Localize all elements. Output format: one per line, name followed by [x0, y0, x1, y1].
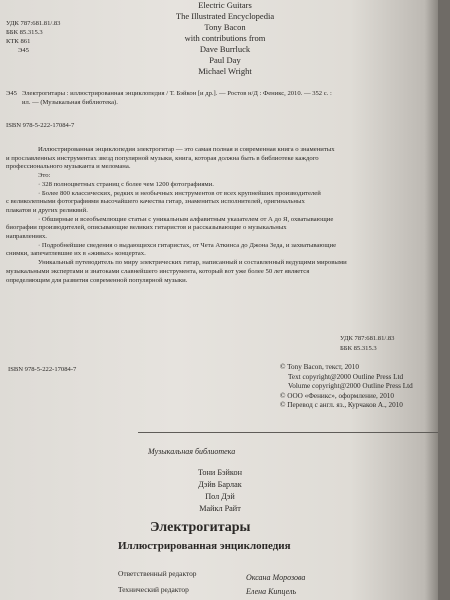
russian-authors: [150, 467, 290, 515]
annotation-line: · Подробнейшие сведения о выдающихся гитаристах, от Чета Аткинса до Джона Зеда, и захватывающие: [38, 241, 337, 249]
annotation-line: · 328 полноцветных страниц с более чем 1200 фотографиями.: [38, 180, 214, 188]
copyright-line: Volume copyright@2000 Outline Press Ltd: [288, 382, 413, 391]
author-name: Пол Дэй: [205, 492, 235, 501]
bbk-code-bottom: ББК 85.315.3: [340, 345, 377, 352]
annotation-line: Это:: [38, 172, 51, 180]
credit-line: Michael Wright: [198, 66, 252, 76]
annotation-line: Уникальный путеводитель по миру электрических гитар, написанный и составленный ведущими мировыми: [38, 259, 347, 267]
staff-role: Технический редактор: [118, 585, 189, 594]
credit-line: Paul Day: [209, 55, 241, 65]
isbn-bottom: ISBN 978-5-222-17084-7: [8, 366, 77, 373]
staff-name: Оксана Морозова: [246, 573, 306, 582]
annotation-line: Иллюстрированная энциклопедия электрогитар — это самая полная и современная книга о знаменитых: [38, 146, 335, 153]
bib-line-2: ил. — (Музыкальная библиотека).: [22, 99, 118, 106]
author-name: Тони Бэйкон: [198, 468, 242, 477]
annotation-line: плакатов и других реликвий.: [6, 206, 88, 214]
copyright-line: Text copyright@2000 Outline Press Ltd: [288, 372, 404, 381]
annotation-line: музыкальными экспертами и знатоками славнейшего инструмента, который вот уже более 50 лет является: [6, 267, 310, 275]
credit-line: Dave Burrluck: [199, 44, 251, 54]
author-mark: Э45: [18, 47, 29, 54]
bib-isbn: ISBN 978-5-222-17084-7: [6, 122, 75, 129]
annotation-line: и прославленных инструментах звезд популярной музыки, книга, которая должна быть в библиотеке каждого: [6, 154, 319, 162]
credit-line: Electric Guitars: [198, 0, 252, 10]
annotation-line: · Более 800 классических, редких и необычных инструментов от всех крупнейших производителей: [38, 189, 321, 197]
annotation-line: определяющим для развития современной популярной музыки.: [6, 276, 188, 284]
bbk-code: ББК 85.315.3: [6, 29, 43, 36]
author-name: Дэйв Барлак: [198, 480, 242, 489]
annotation-line: направлениях.: [6, 233, 47, 241]
book-subtitle: Иллюстрированная энциклопедия: [118, 540, 291, 552]
series-name: Музыкальная библиотека: [148, 447, 236, 456]
udk-code-bottom: УДК 787:681.81/.83: [340, 335, 395, 342]
copyright-line: © Tony Bacon, текст, 2010: [280, 363, 359, 371]
staff-role: Ответственный редактор: [118, 569, 197, 578]
annotation: [6, 146, 436, 285]
credit-line: Tony Bacon: [204, 22, 246, 32]
author-name: Майкл Райт: [199, 504, 241, 513]
credit-line: The Illustrated Encyclopedia: [175, 11, 275, 21]
udk-code: УДК 787:681.81/.83: [6, 20, 61, 27]
staff-name: Елена Кипцель: [246, 587, 297, 596]
annotation-line: биографии производителей, описывающие великих гитаристов и рассказывающие о музыкальных: [6, 224, 287, 232]
bib-line-1: Электрогитары : иллюстрированная энциклопедия / Т. Бэйкон [и др.]. — Ростов н/Д : Феникс, 2010. — 352 с. :: [22, 90, 332, 97]
annotation-line: · Обширные и всеобъемлющие статьи с уникальным алфавитным указателем от А до Я, охватывающие: [38, 215, 334, 223]
divider: [138, 432, 438, 433]
copyright-line: © Перевод с англ. яз., Курчаков А., 2010: [280, 401, 403, 410]
copyright-block: [280, 363, 413, 411]
annotation-line: профессионального музыканта и меломана.: [6, 163, 131, 171]
english-credits: [150, 0, 300, 77]
bib-mark: Э45: [6, 90, 17, 97]
credit-line: with contributions from: [184, 33, 266, 43]
copyright-line: © ООО «Феникс», оформление, 2010: [280, 391, 394, 400]
annotation-line: снимки, запечатлевшие их в «живых» концертах.: [6, 250, 146, 258]
ktk-code: КТК 861: [6, 38, 31, 45]
book-title: Электрогитары: [150, 520, 251, 535]
annotation-line: с великолепными фотографиями высочайшего качества гитар, знаменитых исполнителей, оригинальных: [6, 198, 305, 206]
